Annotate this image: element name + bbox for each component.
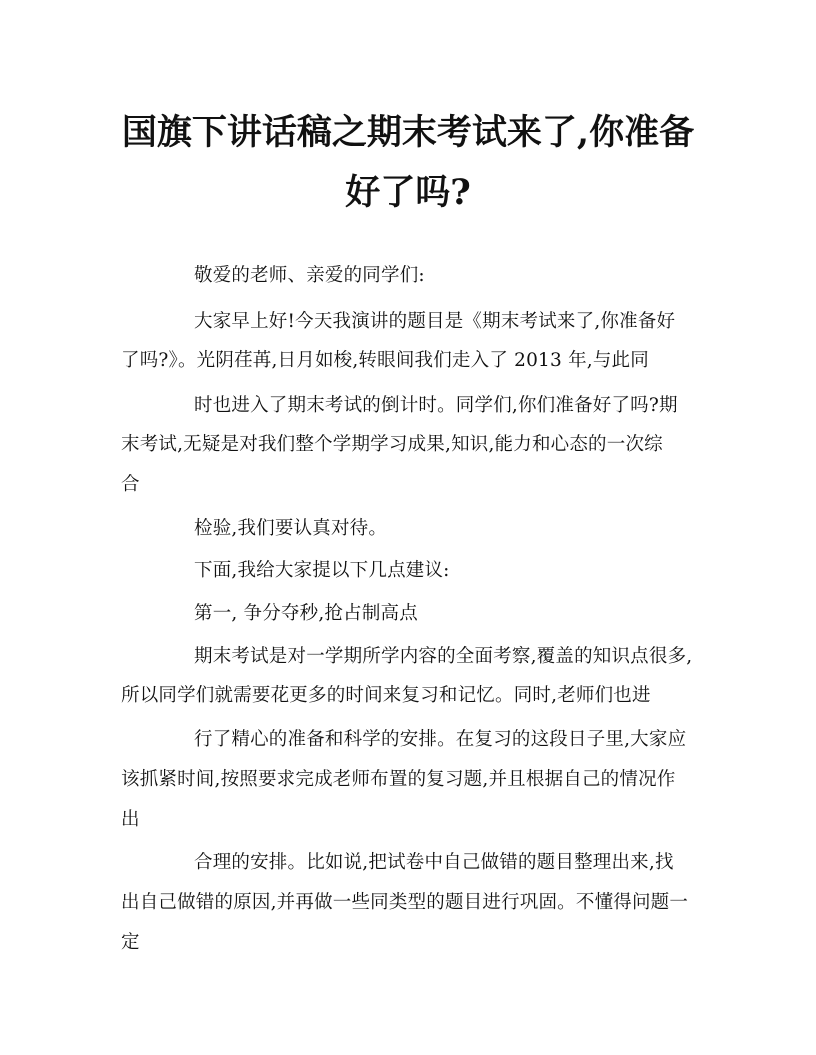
paragraph-line: 了吗?》。光阴荏苒,日月如梭,转眼间我们走入了 2013 年,与此同 [121,350,649,371]
paragraph-line: 所以同学们就需要花更多的时间来复习和记忆。同时,老师们也进 [121,685,651,706]
paragraph-line: 合 [121,474,140,495]
paragraph-line: 大家早上好!今天我演讲的题目是《期末考试来了,你准备好 [194,311,676,332]
document-title-line-1: 国旗下讲话稿之期末考试来了,你准备 [121,112,695,153]
paragraph-line: 末考试,无疑是对我们整个学期学习成果,知识,能力和心态的一次综 [121,434,663,455]
paragraph-line: 行了精心的准备和科学的安排。在复习的这段日子里,大家应 [194,729,687,750]
section-heading: 第一, 争分夺秒,抢占制高点 [194,603,418,624]
paragraph-line: 定 [121,932,140,953]
paragraph-line: 时也进入了期末考试的倒计时。同学们,你们准备好了吗?期 [194,395,678,416]
document-title-line-2: 好了吗? [345,172,471,213]
paragraph-line: 检验,我们要认真对待。 [194,518,388,539]
paragraph-line: 出自己做错的原因,并再做一些同类型的题目进行巩固。不懂得问题一 [121,892,689,913]
salutation: 敬爱的老师、亲爱的同学们: [194,265,425,286]
paragraph-line: 下面,我给大家提以下几点建议: [194,560,450,581]
paragraph-line: 合理的安排。比如说,把试卷中自己做错的题目整理出来,找 [194,852,674,873]
paragraph-line: 该抓紧时间,按照要求完成老师布置的复习题,并且根据自己的情况作 [121,769,676,790]
paragraph-line: 期末考试是对一学期所学内容的全面考察,覆盖的知识点很多, [194,646,693,667]
paragraph-line: 出 [121,809,140,830]
